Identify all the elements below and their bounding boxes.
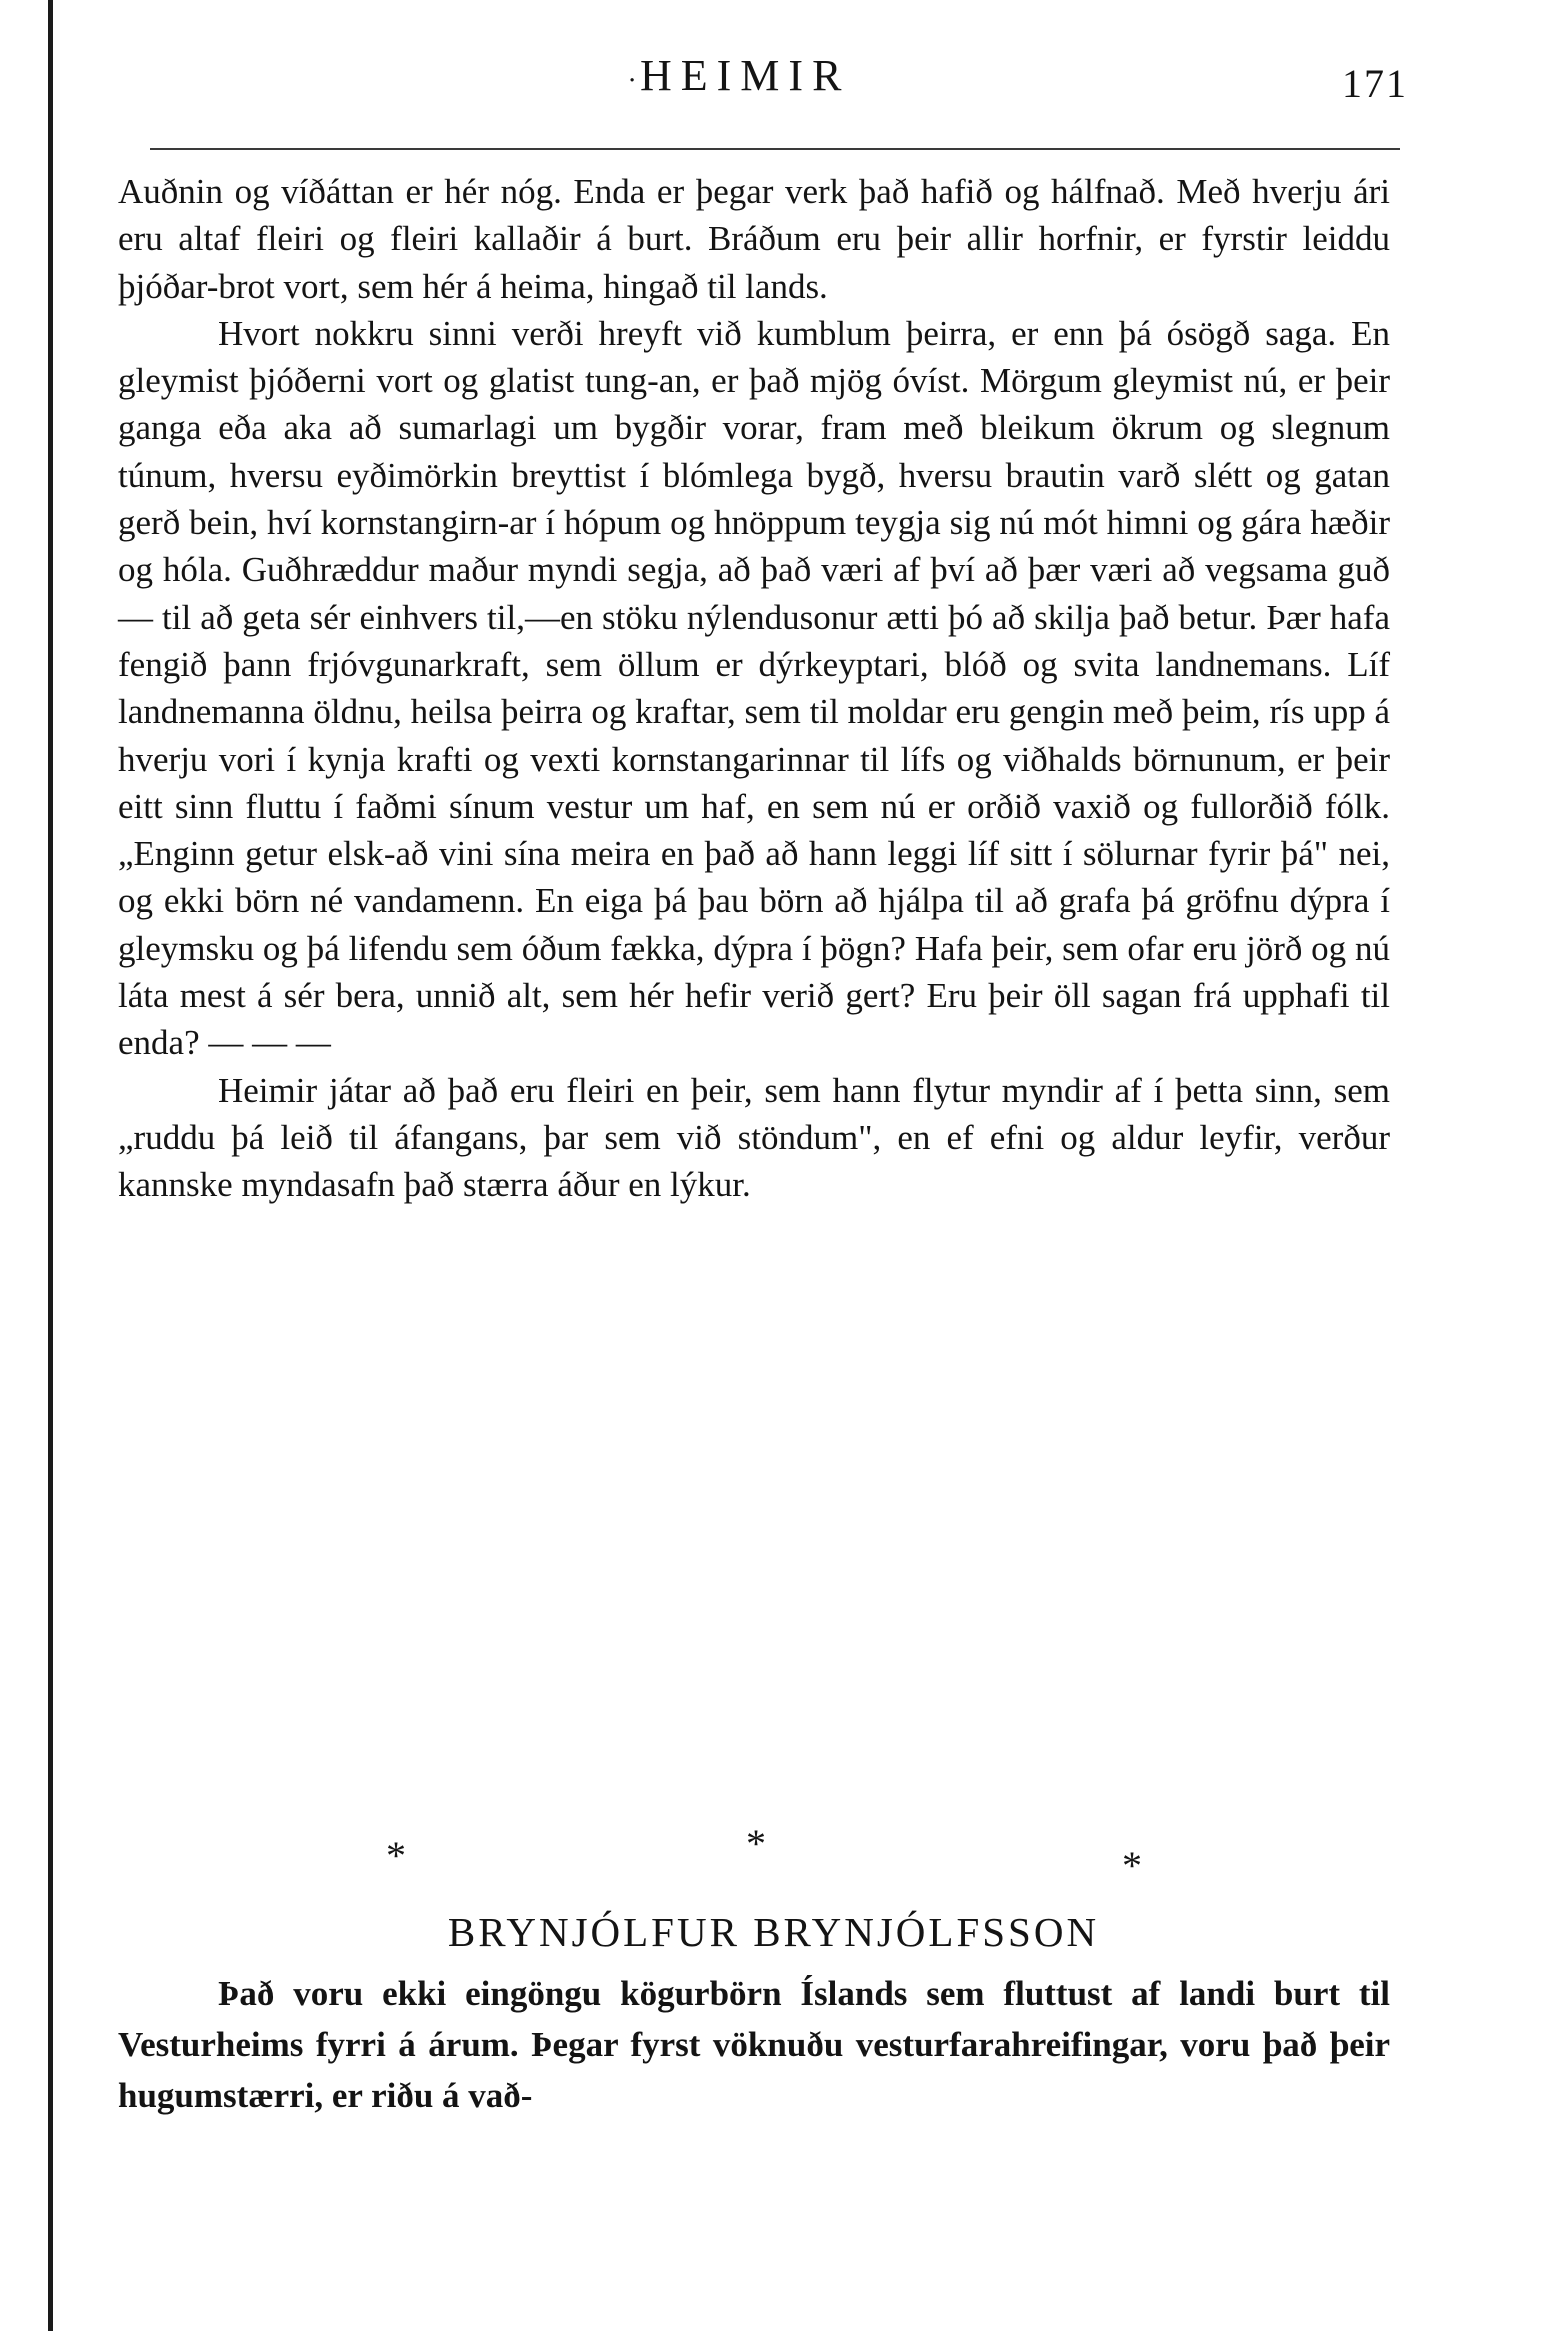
section-text xyxy=(118,1968,1390,2121)
running-title: HEIMIR xyxy=(640,51,851,100)
running-header xyxy=(0,40,1547,110)
paragraph-1: Auðnin og víðáttan er hér nóg. Enda er þegar verk það hafið og hálfnað. Með hverju ári eru altaf fleiri og fleiri kallaðir á burt. Bráðum eru þeir allir horfnir, er fyrstir leiddu þjóðar-brot vort, sem hér á heima, hingað til lands. xyxy=(118,172,1390,306)
separator-asterisk-center: * xyxy=(746,1821,766,1866)
header-rule xyxy=(150,148,1400,150)
page-binding-edge xyxy=(48,0,53,2331)
section-paragraph: Það voru ekki eingöngu kögurbörn Íslands sem fluttust af landi burt til Vesturheims fyrri á árum. Þegar fyrst vöknuðu vesturfarahreifingar, voru það þeir hugumstærri, er riðu á vað- xyxy=(118,1974,1390,2115)
page-number: 171 xyxy=(1342,61,1408,106)
section-separator xyxy=(0,1820,1547,1888)
separator-asterisk-left: * xyxy=(386,1833,406,1878)
header-ornament: · xyxy=(628,66,637,96)
separator-asterisk-right: * xyxy=(1122,1843,1142,1888)
paragraph-2: Hvort nokkru sinni verði hreyft við kumblum þeirra, er enn þá ósögð saga. En gleymist þjóðerni vort og glatist tung-an, er það mjög óvíst. Mörgum gleymist nú, er þeir ganga eða aka að sumarlagi um bygðir vorar, fram með bleikum ökrum og slegnum túnum, hversu eyðimörkin breyttist í blómlega bygð, hversu brautin varð slétt og gatan gerð bein, hví kornstangirn-ar í hópum og hnöppum teygja sig nú mót himni og gára hæðir og hóla. Guðhræddur maður myndi segja, að það væri af því að þær væri að vegsama guð— til að geta sér einhvers til,—en stöku nýlendusonur ætti þó að skilja það betur. Þær hafa fengið þann frjóvgunarkraft, sem öllum er dýrkeyptari, blóð og svita landnemans. Líf landnemanna öldnu, heilsa þeirra og kraftar, sem til moldar eru gengin með þeim, rís upp á hverju vori í kynja krafti og vexti kornstangarinnar til lífs og viðhalds börnunum, er þeir eitt sinn fluttu í faðmi sínum vestur um haf, en sem nú er orðið vaxið og fullorðið fólk. „Enginn getur elsk-að vini sína meira en það að hann leggi líf sitt í sölurnar fyrir þá" nei, og ekki börn né vandamenn. En eiga þá þau börn að hjálpa til að grafa þá gröfnu dýpra í gleymsku og þá lifendu sem óðum fækka, dýpra í þögn? Hafa þeir, sem ofar eru jörð og nú láta mest á sér bera, unnið alt, sem hér hefir verið gert? Eru þeir öll sagan frá upphafi til enda? — — — xyxy=(118,313,1390,1063)
paragraph-3: Heimir játar að það eru fleiri en þeir, sem hann flytur myndir af í þetta sinn, sem „ruddu þá leið til áfangans, þar sem við stöndum", en ef efni og aldur leyfir, verður kannske myndasafn það stærra áður en lýkur. xyxy=(118,1070,1390,1205)
main-text xyxy=(118,168,1390,1209)
section-heading: BRYNJÓLFUR BRYNJÓLFSSON xyxy=(447,1909,1100,1955)
